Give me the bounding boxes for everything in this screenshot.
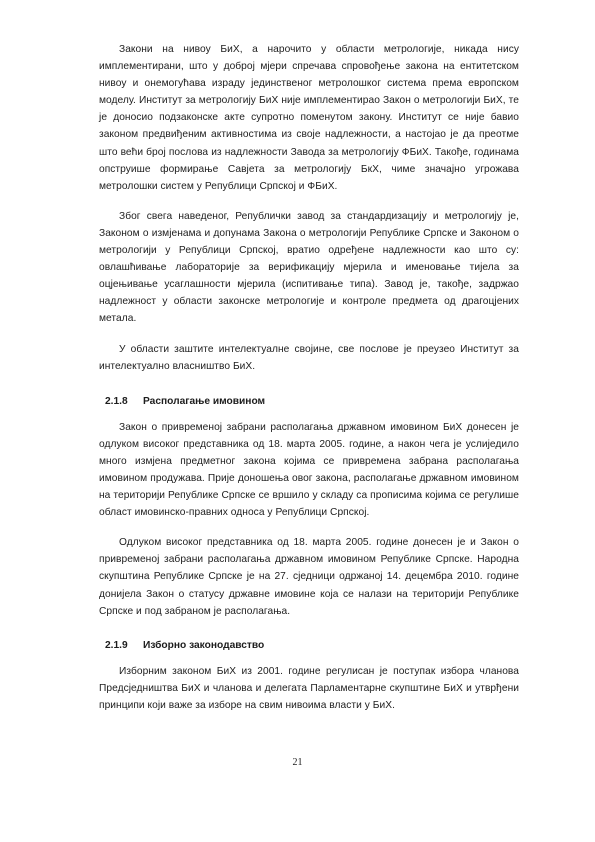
section-title: Изборно законодавство bbox=[143, 639, 265, 651]
section-heading-electoral bbox=[99, 637, 519, 654]
paragraph-high-representative-decision: Одлуком високог представника од 18. марта 2005. године донесен је и Закон о привременој забрани располагања државном имовином Републике Српске. Народна скупштина Републике Српске је на 27. сједници одржаној 14. децембра 2010. године донијела Закон о статусу државне имовине која се налази на територији Републике Српске и под забраном је располагања. bbox=[99, 537, 519, 617]
paragraph-metrology-laws: Закони на нивоу БиХ, а нарочито у области метрологије, никада нису имплементирани, што у доброј мјери спречава спровођење закона на ентитетском нивоу и онемогућава израду јединственог метролошког система према европском моделу. Институт за метрологију БиХ није имплементирао Закон о метрологији БиХ, те је доносио подзаконске акте супротно поменутом закону. Институт се није бавио законом предвиђеним активностима из своје надлежности, а настојао је да преотме што већи број послова из надлежности Завода за метрологију ФБиХ. Такође, годинама опструише формирање Савјета за метрологију БкХ, чиме значајно угрожава метролошки систем у Републици Српској и ФБиХ. bbox=[99, 44, 519, 192]
paragraph-electoral-law: Изборним законом БиХ из 2001. године регулисан је поступак избора чланова Предсједништва БиХ и чланова и делегата Парламентарне скупштине БиХ и утврђени принципи који важе за изборе на свим нивоима власти у БиХ. bbox=[99, 665, 519, 711]
document-body bbox=[99, 41, 519, 714]
section-title: Располагање имовином bbox=[143, 395, 266, 407]
page-number: 21 bbox=[292, 757, 303, 768]
section-number: 2.1.8 bbox=[105, 395, 128, 407]
paragraph-republic-institute: Због свега наведеног, Републички завод за стандардизацију и метрологију је, Законом о измјенама и допунама Закона о метрологији Републике Српске и Законом о метрологији у Републици Српској, вратио одређене надлежности као што су: овлашћивање лабораторије за верификацију мјерила и именовање тијела за оцјењивање усаглашности мјерила (испитивање типа). Завод је, такође, задржао надлежност у области законске метрологије и контроле предмета од драгоцјених метала. bbox=[99, 210, 519, 325]
paragraph-intellectual-property: У области заштите интелектуалне својине, све послове је преузео Институт за интелектуално власништво БиХ. bbox=[99, 343, 519, 372]
section-number: 2.1.9 bbox=[105, 639, 128, 651]
section-heading-property bbox=[99, 393, 519, 410]
paragraph-property-ban: Закон о привременој забрани располагања државном имовином БиХ донесен је одлуком високог представника од 18. марта 2005. године, а након чега је услиједило много измјена предметног закона којима се привремена забрана располагања имовином продужава. Прије доношења овог закона, располагање државном имовином на територији Републике Српске се вршило у складу са прописима којима се регулише област имовинско-правних односа у Републици Српској. bbox=[99, 421, 519, 519]
